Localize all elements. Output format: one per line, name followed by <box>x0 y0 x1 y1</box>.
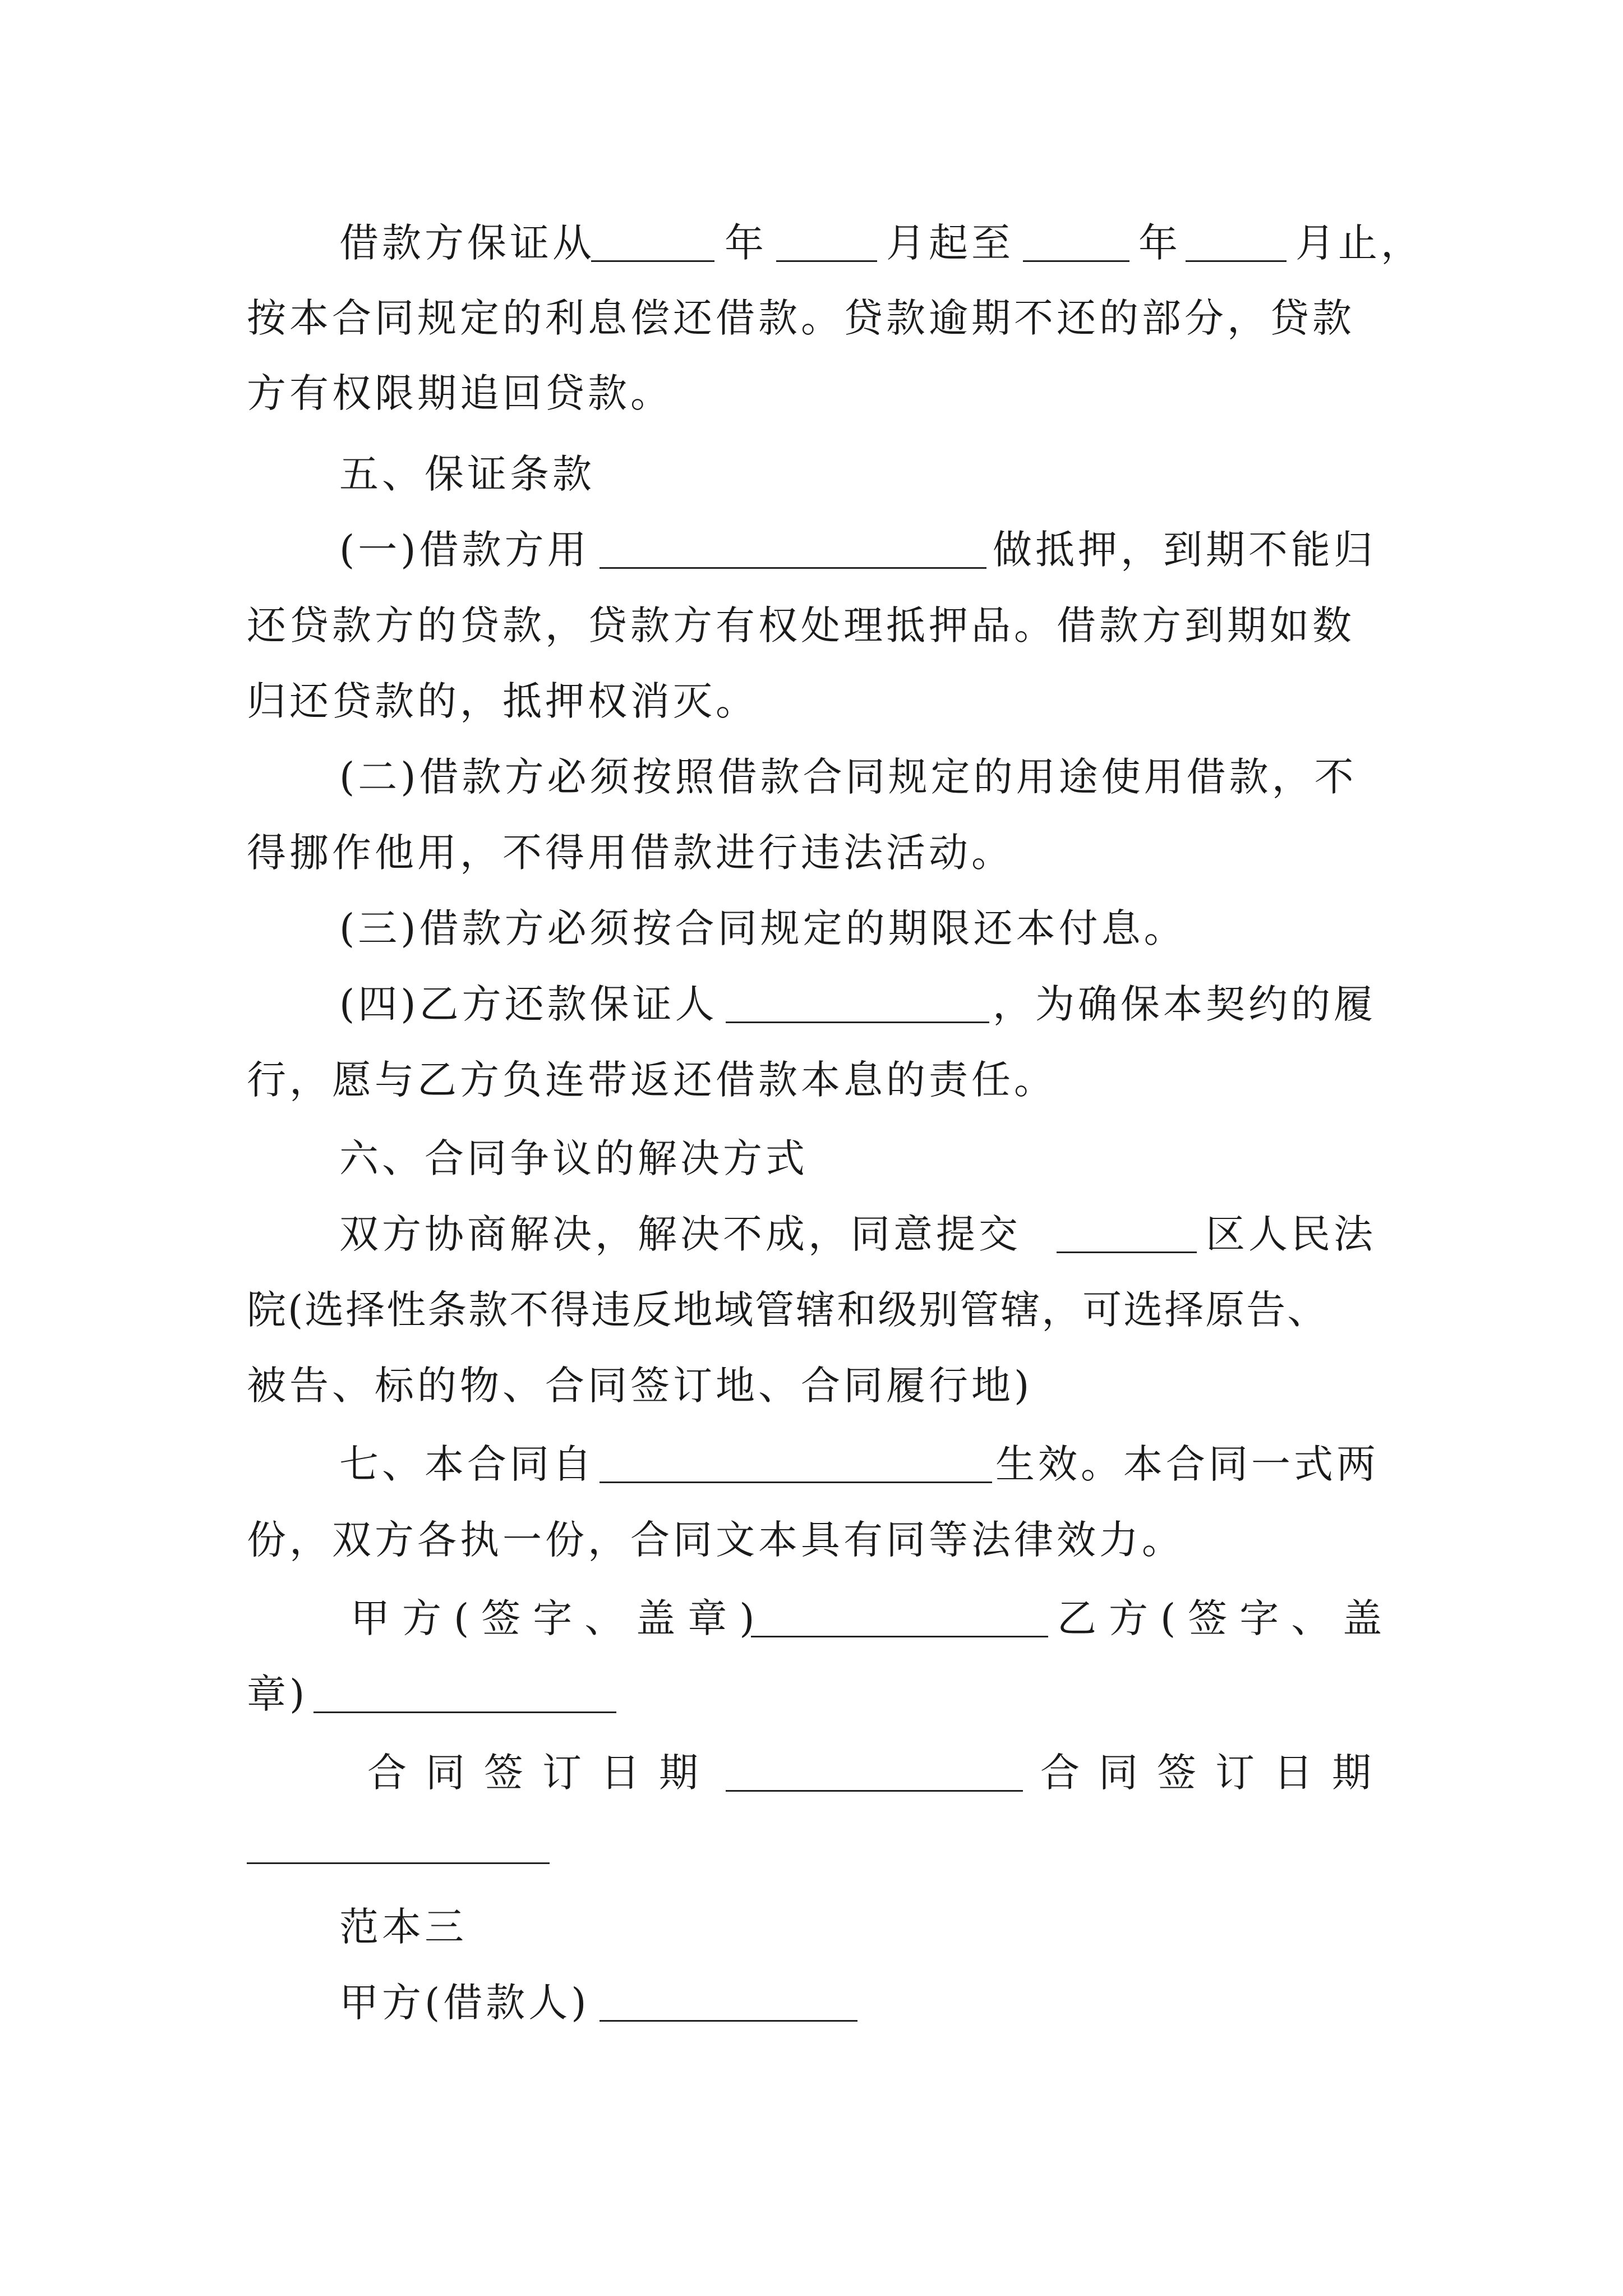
text-segment: (四)乙方还款保证人 <box>339 981 718 1027</box>
month-blank-end[interactable] <box>1186 228 1287 262</box>
text-segment: ，为确保本契约的履 <box>993 981 1376 1027</box>
party-b-signature-label: 乙方(签字、盖 <box>1057 1595 1395 1641</box>
paragraph-line: 行，愿与乙方负连带返还借款本息的责任。 <box>247 1057 1057 1103</box>
paragraph-line: (三)借款方必须按合同规定的期限还本付息。 <box>339 905 1187 951</box>
paragraph-line: 方有权限期追回贷款。 <box>247 370 673 416</box>
text-segment: 做抵押，到期不能归 <box>993 527 1376 573</box>
party-a-signature-blank[interactable] <box>751 1603 1048 1637</box>
text-segment: 月起至 <box>886 220 1014 266</box>
dispute-line <box>0 1203 1623 1265</box>
text-segment: 年 <box>725 220 767 266</box>
date-b-blank[interactable] <box>247 1862 550 1864</box>
court-district-blank[interactable] <box>1057 1219 1197 1253</box>
borrower-label: 甲方(借款人) <box>339 1980 590 2026</box>
clause-line <box>0 519 1623 581</box>
text-segment: 月止， <box>1295 220 1423 266</box>
clause-line <box>0 973 1623 1035</box>
party-a-signature-label: 甲方(签字、盖章) <box>351 1595 767 1641</box>
paragraph-line: 按本合同规定的利息偿还借款。贷款逾期不还的部分，贷款 <box>247 295 1355 341</box>
signature-line <box>0 1588 1623 1649</box>
party-b-signature-blank[interactable] <box>313 1679 616 1713</box>
date-b-label: 合同签订日期 <box>1040 1750 1390 1796</box>
signature-line-cont <box>0 1663 1623 1725</box>
section-heading: 六、合同争议的解决方式 <box>339 1135 808 1181</box>
date-a-blank[interactable] <box>726 1757 1023 1792</box>
paragraph-line: 归还贷款的，抵押权消灭。 <box>247 678 758 724</box>
section-heading: 五、保证条款 <box>339 451 595 497</box>
text-segment: 借款方保证从 <box>339 220 595 266</box>
text-segment: 双方协商解决，解决不成，同意提交 <box>339 1211 1021 1257</box>
text-segment: 区人民法 <box>1206 1211 1376 1257</box>
month-blank-start[interactable] <box>776 228 877 262</box>
text-segment: 七、本合同自 <box>339 1441 595 1487</box>
borrower-line <box>0 1972 1623 2033</box>
effective-line <box>0 1433 1623 1495</box>
paragraph-line: (二)借款方必须按照借款合同规定的用途使用借款，不 <box>339 754 1357 800</box>
template-heading: 范本三 <box>339 1904 467 1950</box>
text-segment: 章) <box>247 1671 308 1717</box>
paragraph-line: 得挪作他用，不得用借款进行违法活动。 <box>247 830 1014 876</box>
paragraph-line: 份，双方各执一份，合同文本具有同等法律效力。 <box>247 1517 1184 1563</box>
year-blank-end[interactable] <box>1023 228 1129 262</box>
guarantor-blank[interactable] <box>726 989 989 1023</box>
year-blank-start[interactable] <box>591 228 714 262</box>
text-segment: (一)借款方用 <box>339 527 590 573</box>
effective-date-blank[interactable] <box>600 1449 992 1483</box>
date-a-label: 合同签订日期 <box>367 1750 717 1796</box>
collateral-blank[interactable] <box>600 535 986 569</box>
borrower-blank[interactable] <box>600 1987 857 2022</box>
text-segment: 年 <box>1138 220 1181 266</box>
date-line <box>0 1742 1623 1803</box>
repayment-period-line <box>0 212 1623 274</box>
paragraph-line: 被告、标的物、合同签订地、合同履行地) <box>247 1363 1033 1409</box>
paragraph-line: 院(选择性条款不得违反地域管辖和级别管辖，可选择原告、 <box>247 1287 1329 1333</box>
text-segment: 生效。本合同一式两 <box>995 1441 1379 1487</box>
paragraph-line: 还贷款方的贷款，贷款方有权处理抵押品。借款方到期如数 <box>247 602 1355 648</box>
